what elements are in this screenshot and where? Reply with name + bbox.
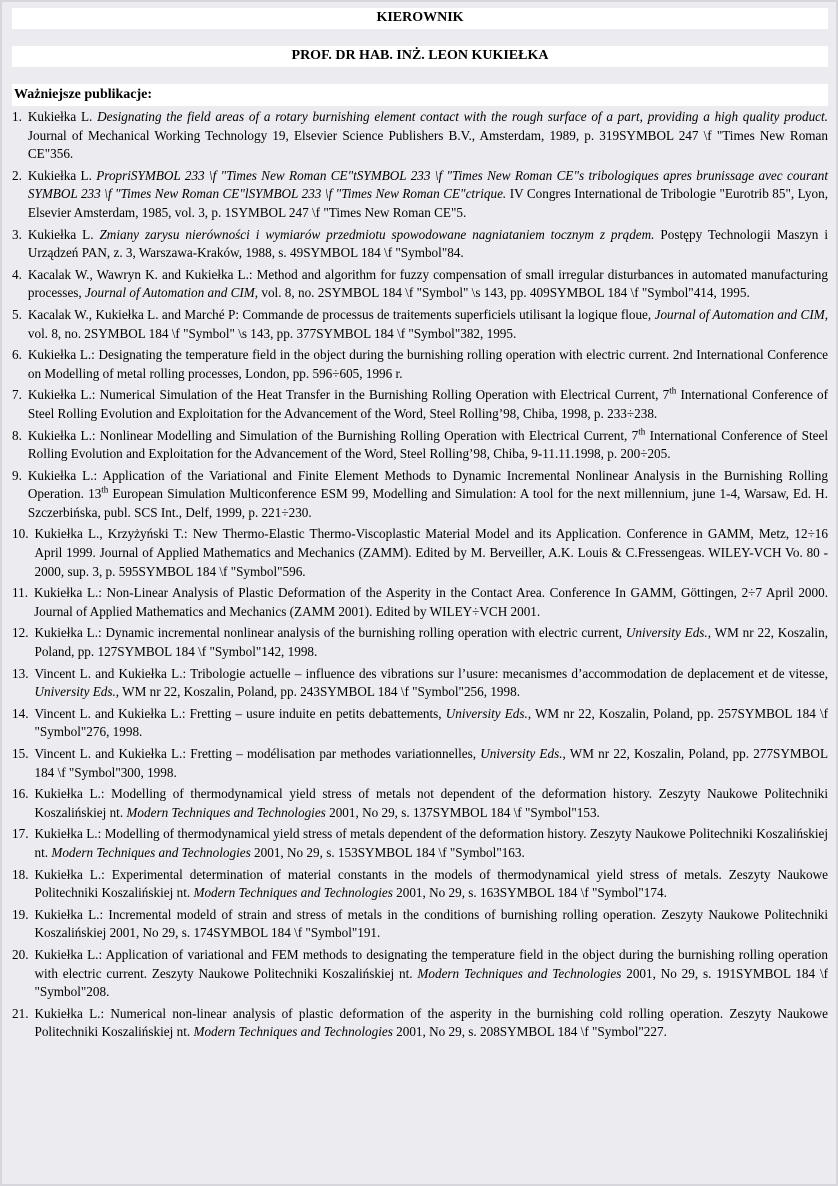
publication-text	[34, 785, 828, 822]
superscript: th	[101, 484, 109, 495]
publication-item	[12, 346, 828, 383]
publication-number: 6.	[12, 347, 22, 363]
publication-text-part: 2001, No 29, s. 208SYMBOL 184 \f "Symbol"227.	[392, 1024, 667, 1040]
publication-text	[28, 306, 828, 343]
publication-text	[28, 427, 828, 464]
publications-list	[12, 108, 828, 1045]
superscript: th	[669, 385, 677, 396]
publication-text-part: European Simulation Multiconference ESM 99, Modelling and Simulation: A tool for the next millennium, june 1-4, Warsaw, Ed. H. Szczerbińska, publ. SCS Int., Delf, 1999, p. 221÷230.	[27, 486, 828, 520]
publication-number: 14.	[12, 705, 29, 721]
publication-item	[12, 167, 828, 223]
publication-text-part: Kukiełka L.	[27, 226, 100, 242]
publication-text	[28, 226, 828, 263]
publication-item	[12, 624, 828, 661]
publication-item	[12, 745, 828, 782]
publication-text-part: Journal of Mechanical Working Technology 19, Elsevier Science Publishers B.V., Amsterdam, 1989, p. 319SYMBOL 247 \f "Times New Roman CE"356.	[27, 127, 828, 162]
publication-number: 1.	[12, 109, 22, 124]
publication-text-part: Vincent L. and Kukiełka L.: Fretting – modélisation par methodes variationnelles,	[34, 746, 481, 761]
publication-text-part: Postępy Technologii Maszyn i Urządzeń PAN, z. 3, Warszawa-Kraków, 1988, s. 49SYMBOL 184 \f "Symbol"84.	[27, 226, 828, 261]
publication-text-part: 2001, No 29, s. 137SYMBOL 184 \f "Symbol"153.	[325, 804, 600, 820]
publication-item	[12, 386, 828, 423]
person-name-heading: PROF. DR HAB. INŻ. LEON KUKIEŁKA	[12, 46, 828, 67]
publication-number: 2.	[12, 167, 22, 183]
publication-item	[12, 946, 828, 1002]
publication-text-part: Kukiełka L.: Numerical non-linear analysis of plastic deformation of the asperity in the burnishing cold rolling operation. Zeszyty Naukowe Politechniki Koszalińskiej nt.	[34, 1005, 828, 1040]
publication-number: 13.	[12, 665, 29, 681]
publication-item	[12, 785, 828, 822]
publication-number: 17.	[12, 826, 29, 842]
publication-text	[34, 745, 828, 782]
publication-item	[12, 525, 828, 581]
publication-item	[12, 467, 828, 523]
publication-title-italic: Modern Techniques and Technologies	[417, 965, 622, 981]
publication-number: 12.	[12, 625, 29, 641]
publication-number: 15.	[12, 746, 29, 761]
publication-number: 5.	[12, 306, 22, 322]
publication-text	[34, 946, 828, 1002]
publication-title-italic: Journal of Automation and CIM,	[85, 285, 259, 301]
publication-text-part: IV Congres International de Tribologie "Eurotrib 85", Lyon, Elsevier Amsterdam, 1985, vol. 3, p. 1SYMBOL 247 \f "Times New Roman CE"5.	[27, 186, 828, 220]
publication-text	[28, 167, 828, 223]
publication-text-part: vol. 8, no. 2SYMBOL 184 \f "Symbol" \s 143, pp. 409SYMBOL 184 \f "Symbol"414, 1995.	[258, 285, 750, 301]
publication-item	[12, 266, 828, 303]
publication-text-part: Kukiełka L., Krzyżyński T.: New Thermo-Elastic Thermo-Viscoplastic Material Model and its Application. Conference in GAMM, Metz, 12÷16 April 1999. Journal of Applied Mathematics and Mechanics (ZAMM). Edited by M. Berveiller, A.K. Louis & C.Fressengeas. WILEY-VCH Vo. 80 - 2000, sup. 3, p. 595SYMBOL 184 \f "Symbol"596.	[34, 526, 828, 579]
publication-number: 9.	[12, 467, 22, 483]
publication-number: 19.	[12, 906, 29, 922]
publication-number: 3.	[12, 226, 22, 242]
publication-text	[28, 386, 828, 423]
publication-text-part: Kukiełka L.: Designating the temperature field in the object during the burnishing rolling operation with electric current. 2nd International Conference on Modelling of metal rolling processes, London, pp. 596÷605, 1996 r.	[27, 347, 828, 381]
publication-text-part: Vincent L. and Kukiełka L.: Fretting – usure induite en petits debattements,	[34, 705, 446, 721]
publication-text-part: Kukiełka L.: Nonlinear Modelling and Simulation of the Burnishing Rolling Operation with Electrical Current, 7	[27, 427, 639, 443]
publication-text-part: 2001, No 29, s. 153SYMBOL 184 \f "Symbol"163.	[250, 844, 525, 860]
publication-item	[12, 1005, 828, 1042]
publication-text-part: Kacalak W., Kukiełka L. and Marché P: Commande de processus de traitements superficiels utilisant la logique floue,	[27, 306, 655, 322]
publication-title-italic: Modern Techniques and Technologies	[193, 1024, 393, 1040]
publication-text-part: Kukiełka L.: Modelling of thermodynamical yield stress of metals not dependent of the deformation history. Zeszyty Naukowe Politechniki Koszalińskiej nt.	[34, 786, 828, 820]
publication-text-part: 2001, No 29, s. 163SYMBOL 184 \f "Symbol"174.	[392, 885, 667, 901]
publication-text	[34, 665, 828, 702]
publication-number: 10.	[12, 526, 29, 542]
publication-text-part: International Conference of Steel Rolling Evolution and Exploitation for the Advancement of the Word, Steel Rolling’98, Chiba, 1998, p. 233÷238.	[27, 387, 828, 421]
publication-text	[34, 525, 828, 581]
publication-text-part: Vincent L. and Kukiełka L.: Tribologie actuelle – influence des vibrations sur l’usure: mecanismes d’accommodation de deplacement et de vitesse,	[34, 665, 828, 681]
publication-text	[28, 266, 828, 303]
publication-number: 7.	[12, 387, 22, 403]
publication-text	[28, 467, 828, 523]
publication-item	[12, 906, 828, 943]
publication-item	[12, 825, 828, 862]
publication-item	[12, 306, 828, 343]
publication-number: 20.	[12, 946, 29, 962]
publication-number: 8.	[12, 427, 22, 443]
publication-title-italic: PropriSYMBOL 233 \f "Times New Roman CE"tSYMBOL 233 \f "Times New Roman CE"s tribologiques apres brunissage avec courant SYMBOL 233 \f "Times New Roman CE"lSYMBOL 233 \f "Times New Roman CE"ctrique.	[27, 167, 828, 202]
publication-text	[34, 624, 828, 661]
publication-text-part: Kukiełka L.: Numerical Simulation of the Heat Transfer in the Burnishing Rolling Operation with Electrical Current, 7	[27, 387, 670, 403]
publication-text-part: Kukiełka L.: Dynamic incremental nonlinear analysis of the burnishing rolling operation with electric current,	[34, 625, 626, 641]
publication-text	[34, 1005, 828, 1042]
publication-title-italic: Zmiany zarysu nierówności i wymiarów przedmiotu spowodowane nagniataniem tocznym z prądem.	[99, 226, 655, 242]
publication-text	[34, 705, 828, 742]
superscript: th	[638, 426, 646, 437]
publication-title-italic: University Eds.	[445, 705, 528, 721]
publication-text	[34, 866, 828, 903]
publication-title-italic: Designating the field areas of a rotary burnishing element contact with the rough surface of a part, providing a high quality product.	[97, 109, 828, 124]
publication-number: 16.	[12, 786, 29, 802]
publication-text-part: Kukiełka L.: Experimental determination of material constants in the models of thermodynamical yield stress of metals. Zeszyty Naukowe Politechniki Koszalińskiej nt.	[34, 866, 828, 901]
publication-text	[28, 108, 828, 164]
publication-text-part: 2001, No 29, s. 191SYMBOL 184 \f "Symbol"208.	[34, 965, 829, 1000]
publication-item	[12, 108, 828, 164]
publication-text-part: Kukiełka L.	[27, 167, 97, 183]
publication-number: 11.	[12, 585, 28, 601]
publication-item	[12, 427, 828, 464]
publication-text-part: Kukiełka L.: Application of variational and FEM methods to designating the temperature field in the object during the burnishing rolling operation with electric current. Zeszyty Naukowe Politechniki Koszalińskiej nt.	[34, 946, 828, 981]
publication-item	[12, 665, 828, 702]
publication-text-part: , WM nr 22, Koszalin, Poland, pp. 257SYMBOL 184 \f "Symbol"276, 1998.	[34, 705, 828, 740]
publication-title-italic: Modern Techniques and Technologies	[126, 804, 326, 820]
publication-text-part: Kukiełka L.: Incremental modeld of strain and stress of metals in the conditions of burnishing rolling operation. Zeszyty Naukowe Politechniki Koszalińskiej 2001, No 29, s. 174SYMBOL 184 \f "Symbol"191.	[34, 906, 828, 941]
publication-text	[28, 346, 828, 383]
publication-text-part: Kukiełka L.: Modelling of thermodynamical yield stress of metals dependent of the deformation history. Zeszyty Naukowe Politechniki Koszalińskiej nt.	[34, 826, 828, 860]
publication-text-part: International Conference of Steel Rolling Evolution and Exploitation for the Advancement of the Word, Steel Rolling’98, Chiba, 9-11.11.1998, p. 200÷205.	[27, 427, 828, 462]
publication-text-part: , WM nr 22, Koszalin, Poland, pp. 127SYMBOL 184 \f "Symbol"142, 1998.	[34, 625, 828, 660]
publication-title-italic: University Eds.	[480, 746, 563, 761]
publication-title-italic: Journal of Automation and CIM,	[654, 306, 828, 322]
publication-text	[34, 906, 828, 943]
publication-item	[12, 226, 828, 263]
publication-title-italic: Modern Techniques and Technologies	[51, 844, 251, 860]
publication-text-part: , WM nr 22, Koszalin, Poland, pp. 277SYMBOL 184 \f "Symbol"300, 1998.	[34, 746, 829, 780]
publications-heading: Ważniejsze publikacje:	[12, 84, 828, 106]
publication-number: 4.	[12, 266, 22, 282]
publication-text-part: Kukiełka L.: Application of the Variational and Finite Element Methods to Dynamic Incremental Nonlinear Analysis in the Burnishing Rolling Operation. 13	[27, 467, 828, 502]
section-title-kierownik: KIEROWNIK	[12, 8, 828, 29]
publication-number: 18.	[12, 866, 29, 882]
publication-text-part: Kukiełka L.	[27, 109, 98, 124]
publication-title-italic: Modern Techniques and Technologies	[193, 885, 393, 901]
publication-text-part: vol. 8, no. 2SYMBOL 184 \f "Symbol" \s 143, pp. 377SYMBOL 184 \f "Symbol"382, 1995.	[27, 325, 517, 341]
publication-text-part: Kukiełka L.: Non-Linear Analysis of Plastic Deformation of the Asperity in the Contact Area. Conference In GAMM, Göttingen, 2÷7 April 2000. Journal of Applied Mathematics and Mechanics (ZAMM 2001). Edited by WILEY÷VCH 2001.	[34, 585, 828, 619]
publication-title-italic: University Eds.	[625, 625, 708, 641]
publication-text	[34, 584, 828, 621]
publication-text	[34, 825, 828, 862]
publication-title-italic: University Eds.	[34, 684, 116, 700]
publication-item	[12, 584, 828, 621]
publication-text-part: , WM nr 22, Koszalin, Poland, pp. 243SYMBOL 184 \f "Symbol"256, 1998.	[115, 684, 520, 700]
publication-item	[12, 866, 828, 903]
publication-number: 21.	[12, 1005, 29, 1021]
publication-text-part: Kacalak W., Wawryn K. and Kukiełka L.: Method and algorithm for fuzzy compensation of small irregular disturbances in automated manufacturing processes,	[27, 266, 828, 301]
publication-item	[12, 705, 828, 742]
